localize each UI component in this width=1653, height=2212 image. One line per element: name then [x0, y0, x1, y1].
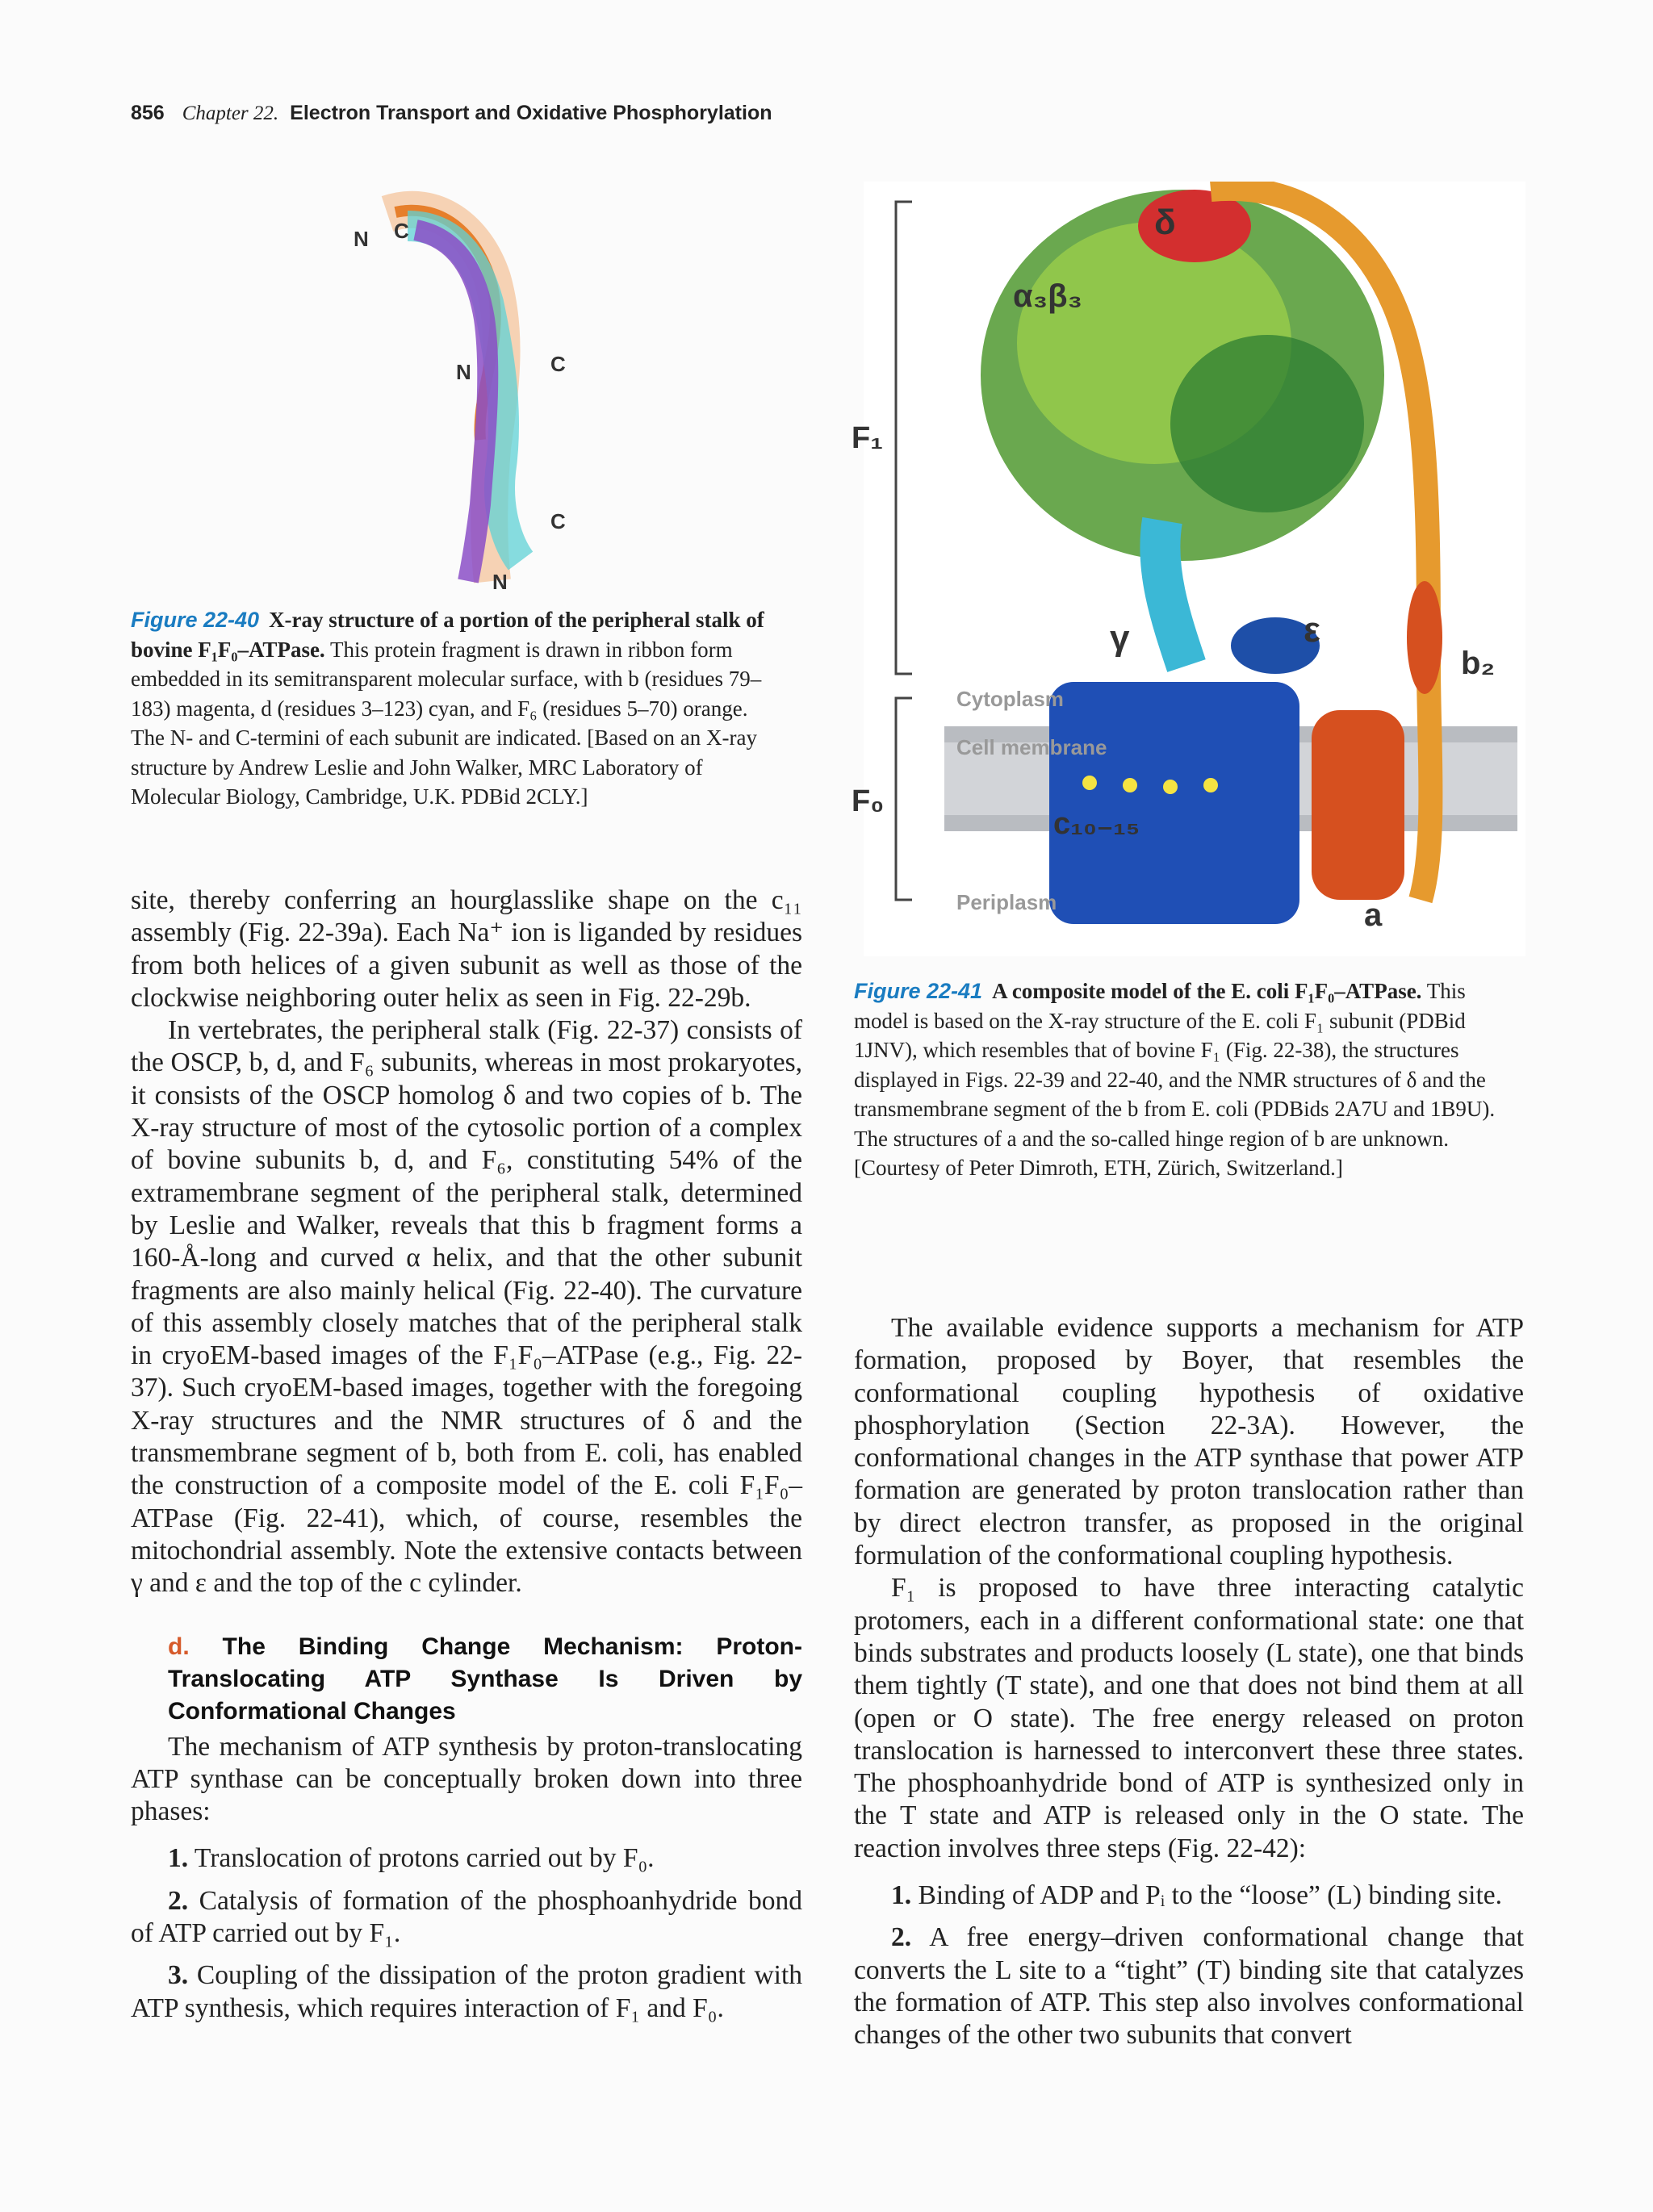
- list-text: Coupling of the dissipation of the proton gradient with ATP synthesis, which requires interaction of F₁ and F₀.: [131, 1960, 803, 2023]
- figure-label: Figure 22-40: [131, 608, 260, 632]
- fig41-label-epsilon: ε: [1304, 610, 1320, 650]
- fig41-label-delta: δ: [1154, 203, 1176, 242]
- section-letter: d.: [168, 1633, 190, 1660]
- paragraph: In vertebrates, the peripheral stalk (Fig. 22-37) consists of the OSCP, b, d, and F₆ subunits, whereas in most prokaryotes, it consists of the OSCP homolog δ and two copies of b. The X-ray structure of most of the cytosolic portion of a complex of bovine subunits b, d, and F₆, constituting 54% of the extramembrane segment of the peripheral stalk, determined by Leslie and Walker, reveals that this b fragment forms a 160-Å-long and curved α helix, and that the other subunit fragments are also mainly helical (Fig. 22-40). The curvature of this assembly closely matches that of the peripheral stalk in cryoEM-based images of the F₁F₀–ATPase (e.g., Fig. 22-37). Such cryoEM-based images, together with the foregoing X-ray structures and the NMR structures of δ and the transmembrane segment of b, both from E. coli, has enabled the construction of a composite model of the E. coli F₁F₀–ATPase (Fig. 22-41), which, of course, resembles the mitochondrial assembly. Note the extensive contacts between γ and ε and the top of the c cylinder.: [131, 1015, 802, 1599]
- fig41-label-f1: F₁: [852, 421, 883, 455]
- list-number: 1.: [168, 1843, 189, 1874]
- list-number: 3.: [168, 1960, 189, 1991]
- fig40-label-c-cyan: C: [550, 509, 566, 533]
- fig40-label-n-orange: N: [354, 227, 369, 251]
- list-number: 1.: [891, 1880, 912, 1911]
- figure-22-40-caption: [131, 605, 768, 812]
- fig40-label-n-cyan: N: [456, 360, 471, 384]
- fig41-label-cell-membrane: Cell membrane: [956, 735, 1107, 759]
- caption-text: This protein fragment is drawn in ribbon form embedded in its semitransparent molecular surface, with b (residues 79–183) magenta, d (residues 3–123) cyan, and F₆ (residues 5–70) orange. The N- and C-termini of each subunit are indicated. [Based on an X-ray structure by Andrew Leslie and John Walker, MRC Laboratory of Molecular Biology, Cambridge, U.K. PDBid 2CLY.]: [131, 637, 762, 809]
- figure-22-41-caption: [854, 976, 1521, 1183]
- list-number: 2.: [168, 1885, 189, 1916]
- list-number: 2.: [891, 1922, 912, 1953]
- running-header: [131, 102, 772, 125]
- list-text: Translocation of protons carried out by F₀.: [194, 1843, 655, 1874]
- list-item: [854, 1921, 1524, 2051]
- caption-text: This model is based on the X-ray structure of the E. coli F₁ subunit (PDBid 1JNV), which resembles that of bovine F₁ (Fig. 22-38), the structures displayed in Figs. 22-39 and 22-40, and the NMR structures of δ and the transmembrane segment of the b from E. coli (PDBids 2A7U and 1B9U). The structures of a and the so-called hinge region of b are unknown. [Courtesy of Peter Dimroth, ETH, Zürich, Switzerland.]: [854, 979, 1496, 1180]
- fig41-label-c-ring: c₁₀₋₁₅: [1053, 807, 1140, 841]
- chapter-label: Chapter 22.: [182, 102, 279, 124]
- list-text: Catalysis of formation of the phosphoanhydride bond of ATP carried out by F₁.: [131, 1885, 802, 1949]
- caption-title: X-ray structure of a portion of the peripheral stalk of bovine F₁F₀–ATPase.: [131, 608, 764, 662]
- paragraph: site, thereby conferring an hourglasslike shape on the c₁₁ assembly (Fig. 22-39a). Each Na⁺ ion is liganded by residues from both helices of a given subunit as well as those of the clockwise neighboring outer helix as seen in Fig. 22-29b.: [131, 885, 802, 1013]
- fig40-label-c-magenta: C: [394, 219, 409, 243]
- fig41-label-gamma: γ: [1110, 618, 1130, 658]
- section-title: The Binding Change Mechanism: Proton-Translocating ATP Synthase Is Driven by Conformational Changes: [168, 1633, 802, 1725]
- section-heading: [168, 1631, 802, 1728]
- list-item: [131, 1959, 802, 2025]
- fig41-label-periplasm: Periplasm: [956, 890, 1057, 914]
- fig40-label-c-orange: C: [550, 352, 566, 376]
- figure-22-41-image: [847, 182, 1525, 956]
- list-text: Binding of ADP and Pᵢ to the “loose” (L) binding site.: [918, 1880, 1502, 1911]
- left-column: [131, 884, 802, 2034]
- chapter-title: Electron Transport and Oxidative Phosphorylation: [290, 102, 772, 124]
- figure-label: Figure 22-41: [854, 979, 983, 1003]
- paragraph: F₁ is proposed to have three interacting catalytic protomers, each in a different conformational state: one that binds substrates and products loosely (L state), one that binds them tightly (T state), and one that does not bind them at all (open or O state). The free energy released on proton translocation is harnessed to interconvert these three states. The phosphoanhydride bond of ATP is synthesized only in the T state and ATP is released only in the O state. The reaction involves three steps (Fig. 22-42):: [854, 1573, 1524, 1863]
- fig41-label-alpha3beta3: α₃β₃: [1013, 278, 1082, 314]
- list-item: [131, 1885, 802, 1951]
- list-item: [131, 1842, 802, 1875]
- right-column: [854, 1312, 1524, 2062]
- fig41-label-b2: b₂: [1461, 646, 1496, 681]
- page-number: 856: [131, 102, 165, 124]
- caption-title: A composite model of the E. coli F₁F₀–ATPase.: [992, 979, 1422, 1003]
- fig41-label-a: a: [1364, 897, 1383, 933]
- list-text: A free energy–driven conformational change that converts the L site to a “tight” (T) binding site that catalyzes the formation of ATP. This step also involves conformational changes of the other two subunits that convert: [854, 1922, 1524, 2051]
- figure-22-40-image: [339, 182, 597, 593]
- fig41-label-cytoplasm: Cytoplasm: [956, 687, 1064, 711]
- fig40-label-n-magenta: N: [492, 570, 508, 593]
- fig41-label-f0: F₀: [852, 784, 885, 818]
- list-item: [854, 1880, 1524, 1912]
- paragraph: The available evidence supports a mechanism for ATP formation, proposed by Boyer, that resembles the conformational coupling hypothesis of oxidative phosphorylation (Section 22-3A). However, the conformational changes in the ATP synthase that power ATP formation are generated by proton translocation rather than by direct electron transfer, as proposed in the original formulation of the conformational coupling hypothesis.: [854, 1313, 1524, 1571]
- paragraph: The mechanism of ATP synthesis by proton-translocating ATP synthase can be conceptually broken down into three phases:: [131, 1731, 802, 1827]
